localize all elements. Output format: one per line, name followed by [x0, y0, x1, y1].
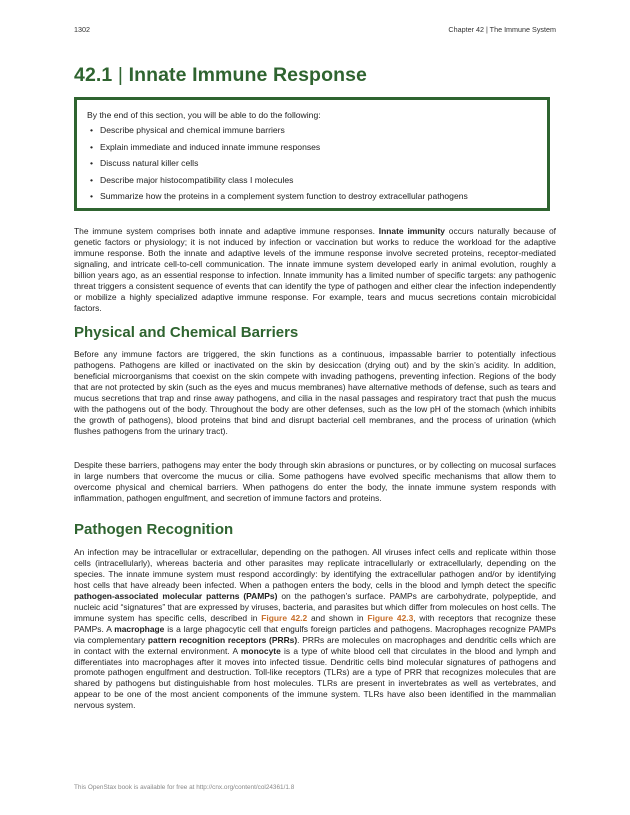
objective-item — [87, 125, 535, 136]
objective-text: Describe physical and chemical immune barriers — [100, 125, 285, 135]
objective-item — [87, 175, 535, 186]
heading-pathogen-recognition: Pathogen Recognition — [74, 521, 234, 538]
pr-text-6: . PRRs are molecules on macrophages and dendritic cells which are in contact with the external environment. A — [74, 634, 557, 656]
term-prr: pattern recognition receptors (PRRs) — [147, 634, 298, 645]
objectives-list — [87, 125, 535, 202]
pr-text-7: is a type of white blood cell that circulates in the blood and lymph and differentiates into macrophages after it moves into infected tissue. Dendritic cells bind molecular signatures of pathogens and promote pathogen engulfment and destruction. Toll-like receptors (TLRs) are a type of PRR that recognizes molecules that are shared by pathogens but distinguishable from host molecules. TLRs are present in invertebrates as well as vertebrates, and appear to be one of the most ancient components of the immune system. TLRs have also been identified in the mammalian nervous system. — [74, 645, 556, 711]
intro-text-1: The immune system comprises both innate and adaptive immune responses. — [74, 226, 379, 236]
barriers-paragraph-2: Despite these barriers, pathogens may enter the body through skin abrasions or punctures, or by collecting on mucosal surfaces in large numbers that overcome the mucus or cilia. Some pathogens have evolved specific mechanisms that allow them to overcome physical and chemical barriers. When pathogens do enter the body, the innate immune system responds with inflammation, pathogen engulfment, and secretion of immune factors and proteins. — [74, 460, 556, 503]
intro-paragraph — [74, 226, 556, 314]
objective-text: Discuss natural killer cells — [100, 158, 199, 169]
objectives-intro: By the end of this section, you will be able to do the following: — [87, 110, 321, 120]
objective-text: Summarize how the proteins in a complement system function to destroy extracellular pathogens — [100, 191, 468, 202]
objective-text: Describe major histocompatibility class I molecules — [100, 174, 294, 185]
chapter-title: Chapter 42 | The Immune System — [448, 25, 556, 34]
barriers-paragraph-1: Before any immune factors are triggered, the skin functions as a continuous, impassable barrier to potentially infectious pathogens. Pathogens are killed or inactivated on the skin by desiccation (drying out) and by the skin’s acidity. In addition, beneficial microorganisms that coexist on the skin compete with invading pathogens, preventing infection. Regions of the body that are not protected by skin (such as the eyes and mucus membranes) have alternative methods of defense, such as tears and mucus secretions that trap and rinse away pathogens, and cilia in the nasal passages and respiratory tract that push the mucus with the pathogens out of the body. Throughout the body are other defenses, such as the low pH of the stomach (which inhibits the growth of pathogens), blood proteins that bind and disrupt bacterial cell membranes, and the process of urination (which flushes pathogens from the urinary tract). — [74, 349, 556, 436]
page-footer: This OpenStax book is available for free at http://cnx.org/content/col24361/1.8 — [74, 784, 295, 791]
figure-link-42-3[interactable]: Figure 42.3 — [367, 612, 414, 623]
objective-item — [87, 158, 535, 169]
pr-text-4: , with receptors that recognize these PAMPs. A — [74, 612, 556, 634]
section-title-text: Innate Immune Response — [128, 64, 367, 86]
term-pamps: pathogen-associated molecular patterns (PAMPs) — [74, 590, 278, 601]
learning-objectives-box — [74, 97, 550, 211]
pr-text-1: An infection may be intracellular or extracellular, depending on the pathogen. All viruses infect cells and replicate within those cells (intracellularly), whereas bacteria and other parasites may replicate intracellularly or extracellularly, depending on the species. The innate immune system must respond accordingly: by identifying the extracellular pathogen and/or by identifying host cells that have already been infected. When a pathogen enters the body, cells in the blood and lymph detect the specific — [74, 547, 556, 590]
bullet-icon: • — [90, 158, 94, 169]
section-title — [74, 64, 367, 87]
pr-text-3: and shown in — [307, 612, 368, 623]
bullet-icon: • — [90, 125, 94, 135]
objective-item — [87, 142, 535, 153]
term-macrophage: macrophage — [114, 623, 165, 634]
objective-item — [87, 191, 535, 202]
intro-text-2: occurs naturally because of genetic factors or physiology; it is not induced by infection or vaccination but works to reduce the workload for the adaptive immune response. Both the innate and adaptive levels of the immune response involve secreted proteins, receptor-mediated signaling, and intricate cell-to-cell communication. The innate immune system developed early in animal evolution, roughly a billion years ago, as an essential response to infection. Innate immunity has a limited number of specific targets: any pathogenic threat triggers a consistent sequence of events that can identify the type of pathogen and either clear the infection independently or mobilize a highly specialized adaptive immune response. For example, tears and mucus secretions contain microbicidal factors. — [74, 226, 556, 313]
term-monocyte: monocyte — [240, 645, 281, 656]
objective-text: Explain immediate and induced innate immune responses — [100, 141, 321, 152]
bullet-icon: • — [90, 174, 94, 185]
page-number: 1302 — [74, 25, 90, 34]
pathogen-recognition-paragraph — [74, 547, 556, 711]
section-separator: | — [112, 64, 129, 86]
section-number: 42.1 — [74, 64, 113, 86]
pr-text-5: is a large phagocytic cell that engulfs foreign particles and pathogens. Macrophages recognize PAMPs via complementary — [74, 623, 556, 645]
heading-physical-chemical-barriers: Physical and Chemical Barriers — [74, 324, 299, 341]
term-innate-immunity: Innate immunity — [378, 226, 445, 236]
bullet-icon: • — [90, 191, 94, 202]
figure-link-42-2[interactable]: Figure 42.2 — [261, 612, 308, 623]
pr-text-2: on the pathogen’s surface. PAMPs are carbohydrate, polypeptide, and nucleic acid “signatures” that are expressed by viruses, bacteria, and parasites but which differ from molecules on host cells. The immune system has specific cells, described in — [74, 590, 556, 623]
bullet-icon: • — [90, 141, 94, 152]
